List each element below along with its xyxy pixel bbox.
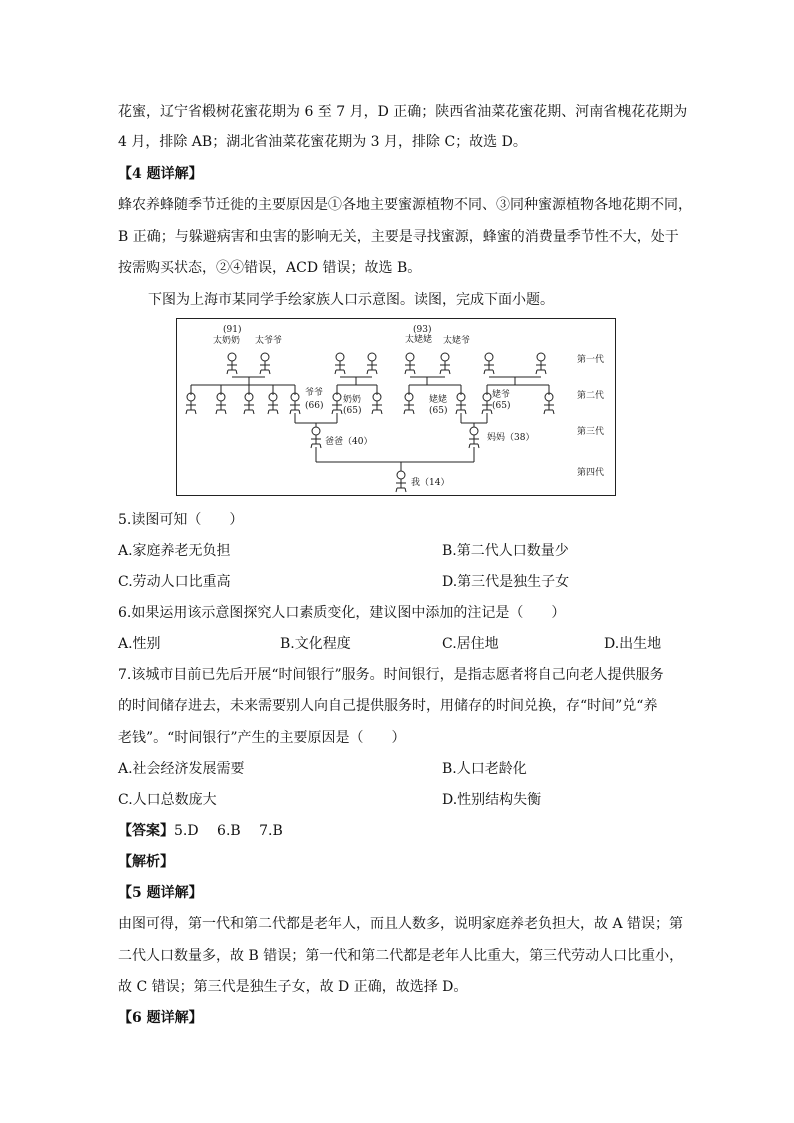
question-5: 5.读图可知（ ） — [118, 512, 244, 528]
person-gen2 — [216, 393, 226, 414]
option-6b: B.文化程度 — [280, 636, 351, 652]
label-baba: 爸爸（40） — [325, 437, 373, 447]
option-5b: B.第二代人口数量少 — [442, 543, 569, 559]
family-diagram — [176, 318, 616, 496]
option-6a: A.性别 — [118, 636, 161, 652]
label-age: (93) — [413, 325, 432, 335]
option-7c: C.人口总数庞大 — [118, 792, 217, 808]
label-tailaolao: 太姥姥 — [405, 335, 433, 345]
person-yeye — [290, 393, 300, 414]
person-laolao — [456, 393, 466, 414]
person-tainainai — [227, 353, 237, 374]
option-5a: A.家庭养老无负担 — [118, 543, 231, 559]
option-7d: D.性别结构失衡 — [442, 792, 542, 808]
label-yeye: 爷爷 — [305, 388, 324, 398]
answer-row — [118, 822, 283, 840]
answer-label: 【答案】 — [118, 823, 174, 839]
option-6d: D.出生地 — [604, 636, 662, 652]
label-yeye-age: (66) — [305, 401, 324, 411]
person-tailaoye — [440, 353, 450, 374]
question-6: 6.如果运用该示意图探究人口素质变化，建议图中添加的注记是（ ） — [118, 605, 566, 621]
person-gen2 — [244, 393, 254, 414]
person-gen1 — [484, 353, 494, 374]
text-line: 二代人口数量多，故 B 错误；第一代和第二代都是老年人比重大，第三代劳动人口比重小， — [118, 948, 684, 964]
person-tailaolao — [405, 353, 415, 374]
label-taiyeye: 太爷爷 — [255, 336, 283, 346]
person-gen2 — [544, 393, 554, 414]
section-heading: 【5 题详解】 — [118, 885, 203, 901]
family-tree-lines — [177, 319, 615, 495]
person-gen2 — [404, 393, 414, 414]
person-wo — [396, 471, 406, 492]
option-5c: C.劳动人口比重高 — [118, 574, 231, 590]
label-laolao: 姥姥 — [429, 395, 448, 405]
text-line: 4 月，排除 AB；湖北省油菜花蜜花期为 3 月，排除 C；故选 D。 — [118, 134, 527, 150]
label-nainai-age: (65) — [343, 406, 362, 416]
label-laoye: 姥爷 — [492, 390, 511, 400]
person-gen2 — [186, 393, 196, 414]
label-gen4: 第四代 — [577, 468, 605, 478]
person-nainai — [332, 393, 342, 414]
label-nainai: 奶奶 — [343, 395, 362, 405]
person-laoye — [482, 393, 492, 414]
person-baba — [311, 427, 321, 448]
answer-values: 5.D 6.B 7.B — [174, 823, 283, 839]
person-gen2 — [268, 393, 278, 414]
text-line: 故 C 错误；第三代是独生子女，故 D 正确，故选择 D。 — [118, 979, 468, 995]
question-7-line: 老钱”。“时间银行”产生的主要原因是（ ） — [118, 730, 406, 746]
person-gen1 — [367, 353, 377, 374]
label-tainainai: 太奶奶 — [213, 336, 241, 346]
person-gen2 — [372, 393, 382, 414]
question-7-line: 的时间储存进去，未来需要别人向自己提供服务时，用储存的时间兑换，存“时间”兑“养 — [118, 698, 658, 714]
label-gen3: 第三代 — [577, 427, 605, 437]
option-6c: C.居住地 — [442, 636, 499, 652]
option-7b: B.人口老龄化 — [442, 761, 527, 777]
question-7-line: 7.该城市目前已先后开展“时间银行”服务。时间银行，是指志愿者将自己向老人提供服务 — [118, 667, 664, 683]
option-5d: D.第三代是独生子女 — [442, 574, 570, 590]
label-gen2: 第二代 — [577, 391, 605, 401]
label-wo: 我（14） — [411, 478, 450, 488]
label-age: (91) — [223, 325, 242, 335]
label-laoye-age: (65) — [492, 401, 511, 411]
option-7a: A.社会经济发展需要 — [118, 761, 245, 777]
person-gen1 — [536, 353, 546, 374]
text-line: 蜂农养蜂随季节迁徙的主要原因是①各地主要蜜源植物不同、③同种蜜源植物各地花期不同， — [118, 197, 692, 213]
person-mama — [469, 427, 479, 448]
person-taiyeye — [260, 353, 270, 374]
text-line: 按需购买状态，②④错误，ACD 错误；故选 B。 — [118, 260, 422, 276]
label-gen1: 第一代 — [577, 355, 605, 365]
label-mama: 妈妈（38） — [487, 433, 535, 443]
section-heading: 【6 题详解】 — [118, 1010, 203, 1026]
text-line: 由图可得，第一代和第二代都是老年人，而且人数多，说明家庭养老负担大，故 A 错误；第 — [118, 916, 684, 932]
text-line: 花蜜，辽宁省椴树花蜜花期为 6 至 7 月，D 正确；陕西省油菜花蜜花期、河南省槐花花期为 — [118, 104, 688, 120]
analysis-heading: 【解析】 — [118, 854, 174, 870]
section-heading: 【4 题详解】 — [118, 166, 203, 182]
person-gen1 — [335, 353, 345, 374]
text-line: 下图为上海市某同学手绘家族人口示意图。读图，完成下面小题。 — [148, 292, 554, 308]
label-laolao-age: (65) — [429, 406, 448, 416]
label-tailaoye: 太姥爷 — [443, 336, 471, 346]
text-line: B 正确；与躲避病害和虫害的影响无关，主要是寻找蜜源，蜂蜜的消费量季节性不大，处于 — [118, 229, 679, 245]
